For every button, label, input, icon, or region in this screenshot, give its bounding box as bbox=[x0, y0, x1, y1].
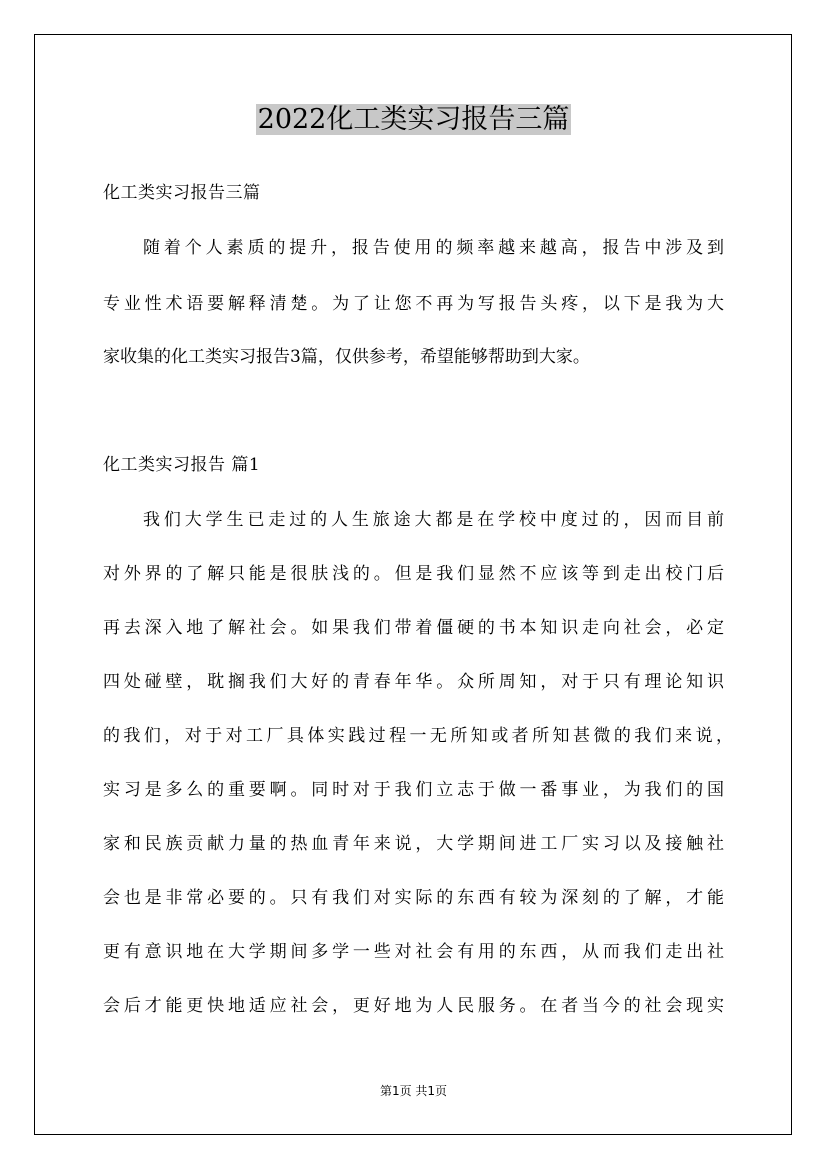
document-title-block bbox=[0, 100, 827, 140]
page-footer: 第1页 共1页 bbox=[379, 1084, 448, 1098]
intro-line-2: 专业性术语要解释清楚。为了让您不再为写报告头疼，以下是我为大 bbox=[103, 294, 724, 314]
body-line-3: 再去深入地了解社会。如果我们带着僵硬的书本知识走向社会，必定 bbox=[103, 618, 724, 638]
body-line-2: 对外界的了解只能是很肤浅的。但是我们显然不应该等到走出校门后 bbox=[103, 564, 724, 584]
body-line-5: 的我们，对于对工厂具体实践过程一无所知或者所知甚微的我们来说， bbox=[103, 726, 733, 746]
body-line-7: 家和民族贡献力量的热血青年来说，大学期间进工厂实习以及接触社 bbox=[103, 834, 724, 854]
subtitle: 化工类实习报告三篇 bbox=[103, 183, 261, 203]
body-line-1: 我们大学生已走过的人生旅途大都是在学校中度过的，因而目前 bbox=[143, 510, 724, 530]
body-line-10: 会后才能更快地适应社会，更好地为人民服务。在者当今的社会现实 bbox=[103, 996, 724, 1016]
intro-line-1: 随着个人素质的提升，报告使用的频率越来越高，报告中涉及到 bbox=[143, 238, 724, 258]
body-line-4: 四处碰壁，耽搁我们大好的青春年华。众所周知，对于只有理论知识 bbox=[103, 672, 724, 692]
intro-line-3: 家收集的化工类实习报告3篇，仅供参考，希望能够帮助到大家。 bbox=[103, 347, 590, 367]
body-line-9: 更有意识地在大学期间多学一些对社会有用的东西，从而我们走出社 bbox=[103, 942, 724, 962]
body-line-6: 实习是多么的重要啊。同时对于我们立志于做一番事业，为我们的国 bbox=[103, 780, 724, 800]
section-heading: 化工类实习报告 篇1 bbox=[103, 455, 261, 475]
document-title: 2022化工类实习报告三篇 bbox=[257, 104, 570, 135]
body-line-8: 会也是非常必要的。只有我们对实际的东西有较为深刻的了解，才能 bbox=[103, 888, 724, 908]
